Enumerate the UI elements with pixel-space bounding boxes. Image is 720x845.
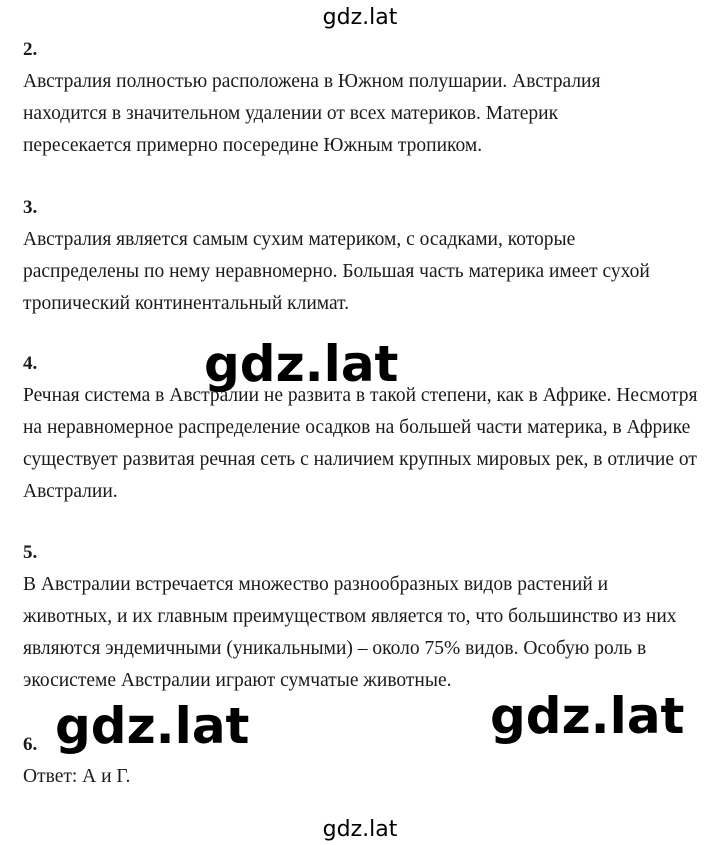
section-text: Австралия полностью расположена в Южном полушарии. Австралия находится в значительном удалении от всех материков. Материк пересекается примерно посередине Южным тропиком. <box>23 71 601 156</box>
answer-section-2 <box>23 38 703 162</box>
section-number: 3. <box>23 197 38 218</box>
section-text: Австралия является самым сухим материком, с осадками, которые распределены по нему неравномерно. Большая часть материка имеет сухой тропический континентальный климат. <box>23 229 650 314</box>
section-number: 2. <box>23 39 38 60</box>
site-footer-watermark: gdz.lat <box>322 817 398 842</box>
answer-section-5 <box>23 541 703 697</box>
section-text: В Австралии встречается множество разнообразных видов растений и животных, и их главным преимуществом является то, что большинство из них являются эндемичными (уникальными) – около 75% видов. Особую роль в экосистеме Австралии играют сумчатые животные. <box>23 574 677 691</box>
section-text: Ответ: А и Г. <box>23 766 131 787</box>
section-number: 6. <box>23 734 38 755</box>
section-number: 4. <box>23 353 38 374</box>
watermark-center: gdz.lat <box>204 335 399 393</box>
section-number: 5. <box>23 542 38 563</box>
site-header-watermark: gdz.lat <box>322 5 398 30</box>
watermark-bottom-left: gdz.lat <box>55 697 250 755</box>
answer-section-3 <box>23 196 703 320</box>
watermark-bottom-right: gdz.lat <box>490 687 685 745</box>
section-text: Речная система в Австралии не развита в такой степени, как в Африке. Несмотря на неравномерное распределение осадков на большей части материка, в Африке существует развитая речная сеть с наличием крупных мировых рек, в отличие от Австралии. <box>23 385 698 502</box>
